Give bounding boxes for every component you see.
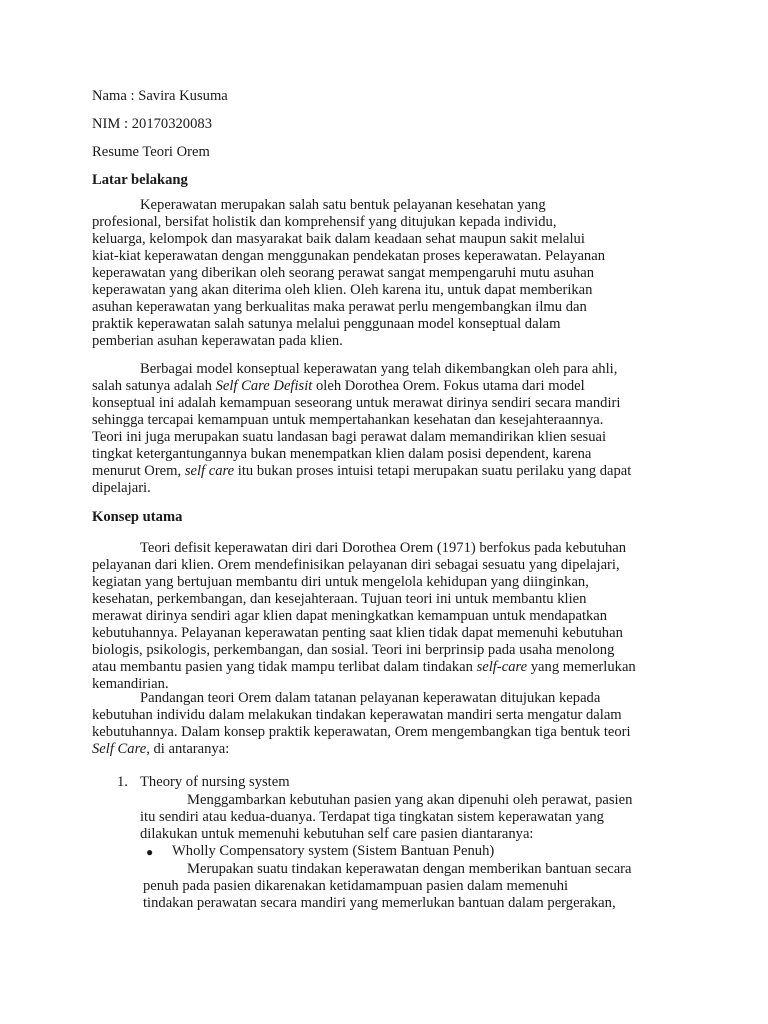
paragraph-line: profesional, bersifat holistik dan komprehensif yang ditujukan kepada individu, [92,214,557,230]
text-run: salah satunya adalah [92,378,216,394]
paragraph-line: praktik keperawatan salah satunya melalui penggunaan model konseptual dalam [92,316,561,332]
paragraph-line: tingkat ketergantungannya bukan menempatkan klien dalam posisi dependent, karena [92,446,592,462]
text-run: yang memerlukan [527,659,636,675]
text-run: itu bukan proses intuisi tetapi merupakan suatu perilaku yang dapat [234,463,632,479]
paragraph-line: kebutuhannya. Dalam konsep praktik keperawatan, Orem mengembangkan tiga bentuk teori [92,724,631,740]
section-heading-konsep-utama: Konsep utama [92,509,183,525]
text-run: atau membantu pasien yang tidak mampu terlibat dalam tindakan [92,659,477,675]
list-number: 1. [117,774,128,790]
paragraph-line: kesehatan, perkembangan, dan kesejahteraan. Tujuan teori ini untuk membantu klien [92,591,587,607]
italic-term: Self Care [92,741,147,757]
paragraph-line: biologis, psikologis, perkembangan, dan sosial. Teori ini berprinsip pada usaha menolong [92,642,615,658]
text-run: menurut Orem, [92,463,185,479]
list-item-title: Theory of nursing system [140,774,290,790]
paragraph-line: merawat dirinya sendiri agar klien dapat meningkatkan kemampuan untuk mendapatkan [92,608,608,624]
paragraph-line: konseptual ini adalah kemampuan seseorang untuk merawat dirinya sendiri secara mandiri [92,395,621,411]
paragraph-line: dipelajari. [92,480,151,496]
paragraph-line: kebutuhannya. Pelayanan keperawatan penting saat klien tidak dapat memenuhi kebutuhan [92,625,623,641]
text-run: oleh Dorothea Orem. Fokus utama dari model [312,378,585,394]
paragraph-line: kegiatan yang bertujuan membantu diri untuk mengelola kehidupan yang diinginkan, [92,574,589,590]
bullet-text: penuh pada pasien dikarenakan ketidamampuan pasien dalam memenuhi [143,878,569,894]
paragraph-line: Teori defisit keperawatan diri dari Dorothea Orem (1971) berfokus pada kebutuhan [140,540,627,556]
italic-term: self care [184,463,235,479]
italic-term: self-care [476,659,528,675]
paragraph-line: kebutuhan individu dalam melakukan tindakan keperawatan mandiri serta mengatur dalam [92,707,622,723]
student-name: Nama : Savira Kusuma [92,88,228,104]
section-heading-latar-belakang: Latar belakang [92,172,188,188]
text-run: , di antaranya: [146,741,230,757]
paragraph-line: Pandangan teori Orem dalam tatanan pelayanan keperawatan ditujukan kepada [140,690,601,706]
student-nim: NIM : 20170320083 [92,116,212,132]
paragraph-line: kiat-kiat keperawatan dengan menggunakan pendekatan proses keperawatan. Pelayanan [92,248,605,264]
paragraph-line: pemberian asuhan keperawatan pada klien. [92,333,343,349]
paragraph-line: keperawatan yang akan diterima oleh klien. Oleh karena itu, untuk dapat memberikan [92,282,593,298]
paragraph-line [92,741,229,758]
bullet-text: Merupakan suatu tindakan keperawatan dengan memberikan bantuan secara [187,861,632,877]
list-item-text: Menggambarkan kebutuhan pasien yang akan dipenuhi oleh perawat, pasien [187,792,633,808]
paragraph-line: Keperawatan merupakan salah satu bentuk pelayanan kesehatan yang [140,197,546,213]
paragraph-line [92,463,631,480]
bullet-title: Wholly Compensatory system (Sistem Bantuan Penuh) [172,843,495,859]
paragraph-line: keperawatan yang diberikan oleh seorang perawat sangat mempengaruhi mutu asuhan [92,265,595,281]
paragraph-line: Teori ini juga merupakan suatu landasan bagi perawat dalam memandirikan klien sesuai [92,429,607,445]
paragraph-line: pelayanan dari klien. Orem mendefinisikan pelayanan diri sebagai sesuatu yang dipelajari, [92,557,620,573]
paragraph-line: sehingga tercapai kemampuan untuk mempertahankan kesehatan dan kesejahteraannya. [92,412,604,428]
document-title: Resume Teori Orem [92,144,210,160]
paragraph-line [92,659,636,676]
list-item-text: itu sendiri atau kedua-duanya. Terdapat tiga tingkatan sistem keperawatan yang [140,809,604,825]
paragraph-line [92,378,585,395]
paragraph-line: Berbagai model konseptual keperawatan yang telah dikembangkan oleh para ahli, [140,361,618,377]
bullet-icon: ● [146,845,154,859]
paragraph-line: asuhan keperawatan yang berkualitas maka perawat perlu mengembangkan ilmu dan [92,299,587,315]
bullet-text: tindakan perawatan secara mandiri yang memerlukan bantuan dalam pergerakan, [143,895,616,911]
paragraph-line: keluarga, kelompok dan masyarakat baik dalam keadaan sehat maupun sakit melalui [92,231,585,247]
italic-term: Self Care Defisit [215,378,313,394]
paragraph-line: kemandirian. [92,676,169,692]
list-item-text: dilakukan untuk memenuhi kebutuhan self care pasien diantaranya: [140,826,534,842]
